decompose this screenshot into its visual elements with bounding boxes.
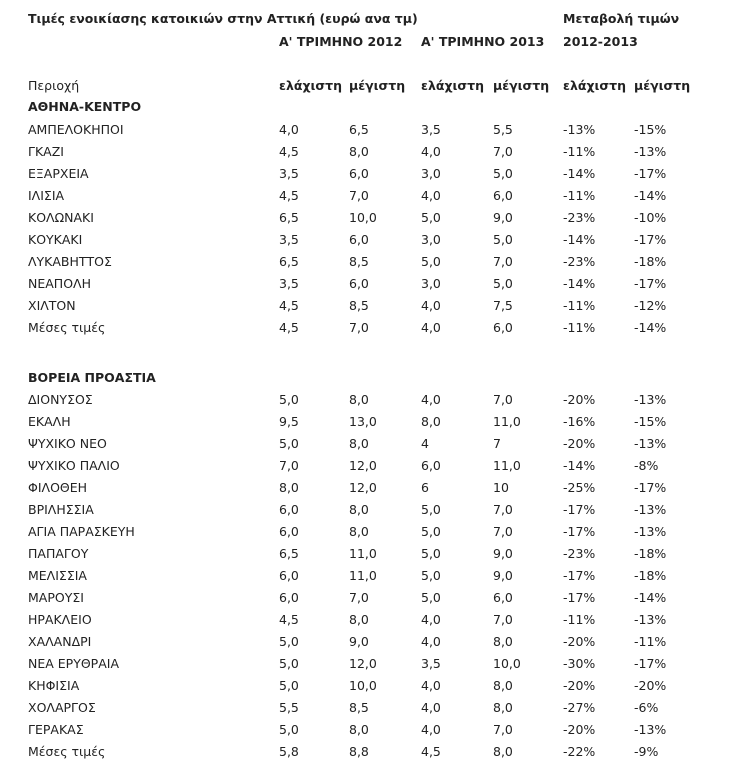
max-2012-cell: 6,0: [349, 232, 369, 247]
min-2012-cell: 5,5: [279, 700, 299, 715]
min-change-cell: -14%: [563, 232, 596, 247]
min-2013-column-header: ελάχιστη: [421, 78, 485, 93]
max-2012-cell: 8,8: [349, 744, 369, 759]
max-2012-cell: 11,0: [349, 546, 377, 561]
min-change-cell: -14%: [563, 458, 596, 473]
min-2013-cell: 3,5: [421, 656, 441, 671]
max-2013-cell: 5,0: [493, 232, 513, 247]
max-change-cell: -13%: [634, 524, 667, 539]
min-change-cell: -27%: [563, 700, 596, 715]
min-2012-cell: 5,0: [279, 436, 299, 451]
min-2012-cell: 3,5: [279, 232, 299, 247]
max-2012-cell: 7,0: [349, 188, 369, 203]
max-2012-cell: 7,0: [349, 320, 369, 335]
table-row: [0, 273, 732, 295]
table-row: [0, 295, 732, 317]
area-name-cell: ΗΡΑΚΛΕΙΟ: [28, 612, 92, 627]
max-change-cell: -18%: [634, 568, 667, 583]
max-2012-cell: 8,0: [349, 612, 369, 627]
max-2012-cell: 8,0: [349, 144, 369, 159]
area-name-cell: ΜΑΡΟΥΣΙ: [28, 590, 84, 605]
min-2013-cell: 4: [421, 436, 429, 451]
table-row: [0, 587, 732, 609]
table-row: [0, 455, 732, 477]
area-name-cell: ΜΕΛΙΣΣΙΑ: [28, 568, 87, 583]
min-2012-cell: 6,5: [279, 254, 299, 269]
min-2012-cell: 4,5: [279, 612, 299, 627]
area-name-cell: ΧΟΛΑΡΓΟΣ: [28, 700, 96, 715]
min-2013-cell: 8,0: [421, 414, 441, 429]
area-name-cell: ΕΞΑΡΧΕΙΑ: [28, 166, 89, 181]
min-change-cell: -17%: [563, 568, 596, 583]
min-2013-cell: 3,0: [421, 166, 441, 181]
min-change-cell: -23%: [563, 210, 596, 225]
max-change-cell: -10%: [634, 210, 667, 225]
min-change-cell: -30%: [563, 656, 596, 671]
max-change-cell: -13%: [634, 144, 667, 159]
min-2012-cell: 5,0: [279, 656, 299, 671]
max-change-cell: -15%: [634, 414, 667, 429]
min-change-cell: -14%: [563, 166, 596, 181]
max-change-cell: -14%: [634, 188, 667, 203]
max-2012-cell: 6,0: [349, 276, 369, 291]
max-change-cell: -14%: [634, 320, 667, 335]
table-row: [0, 317, 732, 339]
min-2013-cell: 3,0: [421, 276, 441, 291]
max-change-cell: -14%: [634, 590, 667, 605]
max-2013-cell: 7,5: [493, 298, 513, 313]
min-2013-cell: 4,0: [421, 678, 441, 693]
min-2012-cell: 4,5: [279, 144, 299, 159]
table-row: [0, 389, 732, 411]
min-2013-cell: 3,5: [421, 122, 441, 137]
area-name-cell: ΑΜΠΕΛΟΚΗΠΟΙ: [28, 122, 124, 137]
min-2013-cell: 5,0: [421, 254, 441, 269]
section-heading: ΒΟΡΕΙΑ ΠΡΟΑΣΤΙΑ: [28, 370, 156, 385]
area-name-cell: ΑΓΙΑ ΠΑΡΑΣΚΕΥΗ: [28, 524, 135, 539]
max-2013-cell: 5,0: [493, 166, 513, 181]
min-change-cell: -16%: [563, 414, 596, 429]
max-change-cell: -9%: [634, 744, 659, 759]
max-2012-cell: 7,0: [349, 590, 369, 605]
min-change-cell: -23%: [563, 546, 596, 561]
max-change-cell: -12%: [634, 298, 667, 313]
max-2012-cell: 8,0: [349, 502, 369, 517]
min-2013-cell: 4,0: [421, 298, 441, 313]
max-2013-cell: 9,0: [493, 210, 513, 225]
max-2012-cell: 13,0: [349, 414, 377, 429]
min-2013-cell: 4,0: [421, 612, 441, 627]
table-row: [0, 163, 732, 185]
area-name-cell: ΚΟΥΚΑΚΙ: [28, 232, 83, 247]
max-2013-cell: 11,0: [493, 458, 521, 473]
min-2013-cell: 5,0: [421, 502, 441, 517]
max-2013-cell: 10: [493, 480, 509, 495]
q2012-header: Α' ΤΡΙΜΗΝΟ 2012: [279, 34, 403, 49]
min-2012-cell: 6,0: [279, 502, 299, 517]
area-name-cell: ΕΚΑΛΗ: [28, 414, 71, 429]
table-row: [0, 521, 732, 543]
max-2012-cell: 8,5: [349, 254, 369, 269]
area-name-cell: ΚΟΛΩΝΑΚΙ: [28, 210, 94, 225]
min-2012-cell: 6,5: [279, 546, 299, 561]
max-2012-cell: 12,0: [349, 656, 377, 671]
max-2012-cell: 8,5: [349, 700, 369, 715]
max-2012-cell: 8,0: [349, 392, 369, 407]
table-row: [0, 675, 732, 697]
min-2013-cell: 4,0: [421, 634, 441, 649]
table-row: [0, 411, 732, 433]
min-2012-cell: 3,5: [279, 166, 299, 181]
min-change-cell: -11%: [563, 298, 596, 313]
min-change-cell: -20%: [563, 722, 596, 737]
area-name-cell: ΝΕΑ ΕΡΥΘΡΑΙΑ: [28, 656, 120, 671]
min-change-cell: -20%: [563, 678, 596, 693]
max-2012-cell: 6,0: [349, 166, 369, 181]
max-2013-cell: 6,0: [493, 590, 513, 605]
table-row: [0, 609, 732, 631]
min-2013-cell: 4,0: [421, 188, 441, 203]
min-2013-cell: 6,0: [421, 458, 441, 473]
table-row: [0, 719, 732, 741]
max-change-cell: -17%: [634, 166, 667, 181]
area-name-cell: ΚΗΦΙΣΙΑ: [28, 678, 80, 693]
min-2012-cell: 5,0: [279, 678, 299, 693]
area-name-cell: ΒΡΙΛΗΣΣΙΑ: [28, 502, 94, 517]
table-row: [0, 631, 732, 653]
min-change-column-header: ελάχιστη: [563, 78, 627, 93]
min-change-cell: -11%: [563, 188, 596, 203]
max-2013-cell: 7,0: [493, 612, 513, 627]
max-2013-cell: 8,0: [493, 678, 513, 693]
area-column-header: Περιοχή: [28, 78, 80, 93]
min-2013-cell: 6: [421, 480, 429, 495]
min-change-cell: -17%: [563, 502, 596, 517]
min-change-cell: -25%: [563, 480, 596, 495]
min-change-cell: -13%: [563, 122, 596, 137]
max-2012-cell: 11,0: [349, 568, 377, 583]
min-2012-column-header: ελάχιστη: [279, 78, 343, 93]
table-row: [0, 251, 732, 273]
max-change-cell: -17%: [634, 276, 667, 291]
min-change-cell: -11%: [563, 612, 596, 627]
min-change-cell: -11%: [563, 144, 596, 159]
table-row: [0, 565, 732, 587]
area-name-cell: ΠΑΠΑΓΟΥ: [28, 546, 89, 561]
table-row: [0, 543, 732, 565]
min-2012-cell: 9,5: [279, 414, 299, 429]
table-row: [0, 185, 732, 207]
min-change-cell: -17%: [563, 590, 596, 605]
min-2012-cell: 4,0: [279, 122, 299, 137]
max-2013-cell: 9,0: [493, 568, 513, 583]
min-change-cell: -17%: [563, 524, 596, 539]
area-name-cell: ΧΑΛΑΝΔΡΙ: [28, 634, 92, 649]
min-2013-cell: 3,0: [421, 232, 441, 247]
table-row: [0, 477, 732, 499]
max-2012-cell: 8,5: [349, 298, 369, 313]
max-2012-cell: 10,0: [349, 210, 377, 225]
max-2012-cell: 8,0: [349, 436, 369, 451]
max-2013-cell: 9,0: [493, 546, 513, 561]
max-change-cell: -18%: [634, 546, 667, 561]
max-2013-cell: 10,0: [493, 656, 521, 671]
min-2013-cell: 5,0: [421, 590, 441, 605]
max-change-cell: -15%: [634, 122, 667, 137]
min-2012-cell: 6,0: [279, 568, 299, 583]
table-row: [0, 229, 732, 251]
max-2012-cell: 10,0: [349, 678, 377, 693]
min-2012-cell: 4,5: [279, 320, 299, 335]
min-change-cell: -23%: [563, 254, 596, 269]
max-2012-cell: 8,0: [349, 524, 369, 539]
min-2013-cell: 5,0: [421, 568, 441, 583]
max-2012-cell: 12,0: [349, 458, 377, 473]
table-title: Τιμές ενοικίασης κατοικιών στην Αττική (ευρώ ανα τμ): [28, 11, 418, 26]
max-2013-cell: 7,0: [493, 502, 513, 517]
max-2013-cell: 8,0: [493, 744, 513, 759]
max-change-cell: -11%: [634, 634, 667, 649]
max-change-cell: -17%: [634, 232, 667, 247]
change-header-line2: 2012-2013: [563, 34, 638, 49]
min-2013-cell: 4,0: [421, 144, 441, 159]
min-2013-cell: 5,0: [421, 210, 441, 225]
area-name-cell: ΓΕΡΑΚΑΣ: [28, 722, 84, 737]
max-change-cell: -13%: [634, 392, 667, 407]
table-row: [0, 207, 732, 229]
max-2013-cell: 7,0: [493, 144, 513, 159]
area-name-cell: ΙΛΙΣΙΑ: [28, 188, 65, 203]
area-name-cell: ΛΥΚΑΒΗΤΤΟΣ: [28, 254, 112, 269]
min-2013-cell: 4,5: [421, 744, 441, 759]
min-2012-cell: 6,0: [279, 590, 299, 605]
max-change-cell: -17%: [634, 656, 667, 671]
max-2013-cell: 8,0: [493, 634, 513, 649]
area-name-cell: ΝΕΑΠΟΛΗ: [28, 276, 91, 291]
max-2013-cell: 5,0: [493, 276, 513, 291]
table-row: [0, 499, 732, 521]
min-2013-cell: 4,0: [421, 700, 441, 715]
max-2013-cell: 7,0: [493, 254, 513, 269]
min-2013-cell: 5,0: [421, 546, 441, 561]
max-change-cell: -13%: [634, 436, 667, 451]
section-heading: ΑΘΗΝΑ-ΚΕΝΤΡΟ: [28, 99, 142, 114]
min-2013-cell: 4,0: [421, 722, 441, 737]
max-change-cell: -20%: [634, 678, 667, 693]
max-2012-cell: 6,5: [349, 122, 369, 137]
area-name-cell: Μέσες τιμές: [28, 320, 106, 335]
min-change-cell: -14%: [563, 276, 596, 291]
max-2012-cell: 12,0: [349, 480, 377, 495]
max-change-cell: -18%: [634, 254, 667, 269]
min-2012-cell: 5,0: [279, 634, 299, 649]
max-2013-cell: 11,0: [493, 414, 521, 429]
max-change-cell: -13%: [634, 612, 667, 627]
min-2012-cell: 4,5: [279, 188, 299, 203]
min-2012-cell: 3,5: [279, 276, 299, 291]
min-change-cell: -22%: [563, 744, 596, 759]
table-row: [0, 653, 732, 675]
q2013-header: Α' ΤΡΙΜΗΝΟ 2013: [421, 34, 545, 49]
max-2013-cell: 6,0: [493, 188, 513, 203]
min-2013-cell: 5,0: [421, 524, 441, 539]
max-2013-cell: 7,0: [493, 524, 513, 539]
min-2012-cell: 7,0: [279, 458, 299, 473]
min-2012-cell: 5,0: [279, 392, 299, 407]
max-2013-cell: 7: [493, 436, 501, 451]
max-2013-cell: 7,0: [493, 392, 513, 407]
max-2012-cell: 8,0: [349, 722, 369, 737]
min-change-cell: -20%: [563, 436, 596, 451]
max-change-cell: -8%: [634, 458, 659, 473]
area-name-cell: ΔΙΟΝΥΣΟΣ: [28, 392, 93, 407]
min-change-cell: -11%: [563, 320, 596, 335]
area-name-cell: ΧΙΛΤΟΝ: [28, 298, 76, 313]
max-change-cell: -13%: [634, 722, 667, 737]
table-row: [0, 433, 732, 455]
min-change-cell: -20%: [563, 392, 596, 407]
max-2013-cell: 8,0: [493, 700, 513, 715]
max-2013-cell: 6,0: [493, 320, 513, 335]
min-2013-cell: 4,0: [421, 392, 441, 407]
area-name-cell: Μέσες τιμές: [28, 744, 106, 759]
max-change-cell: -13%: [634, 502, 667, 517]
min-2013-cell: 4,0: [421, 320, 441, 335]
min-2012-cell: 4,5: [279, 298, 299, 313]
min-change-cell: -20%: [563, 634, 596, 649]
max-2012-column-header: μέγιστη: [349, 78, 406, 93]
min-2012-cell: 6,0: [279, 524, 299, 539]
table-row: [0, 697, 732, 719]
max-2013-cell: 7,0: [493, 722, 513, 737]
table-row: [0, 141, 732, 163]
min-2012-cell: 5,0: [279, 722, 299, 737]
change-header-line1: Μεταβολή τιμών: [563, 11, 680, 26]
max-change-column-header: μέγιστη: [634, 78, 691, 93]
max-2013-cell: 5,5: [493, 122, 513, 137]
max-2013-column-header: μέγιστη: [493, 78, 550, 93]
max-2012-cell: 9,0: [349, 634, 369, 649]
max-change-cell: -17%: [634, 480, 667, 495]
max-change-cell: -6%: [634, 700, 659, 715]
table-row: [0, 119, 732, 141]
area-name-cell: ΓΚΑΖΙ: [28, 144, 64, 159]
min-2012-cell: 6,5: [279, 210, 299, 225]
area-name-cell: ΨΥΧΙΚΟ ΠΑΛΙΟ: [28, 458, 120, 473]
min-2012-cell: 5,8: [279, 744, 299, 759]
min-2012-cell: 8,0: [279, 480, 299, 495]
area-name-cell: ΦΙΛΟΘΕΗ: [28, 480, 88, 495]
area-name-cell: ΨΥΧΙΚΟ ΝΕΟ: [28, 436, 107, 451]
